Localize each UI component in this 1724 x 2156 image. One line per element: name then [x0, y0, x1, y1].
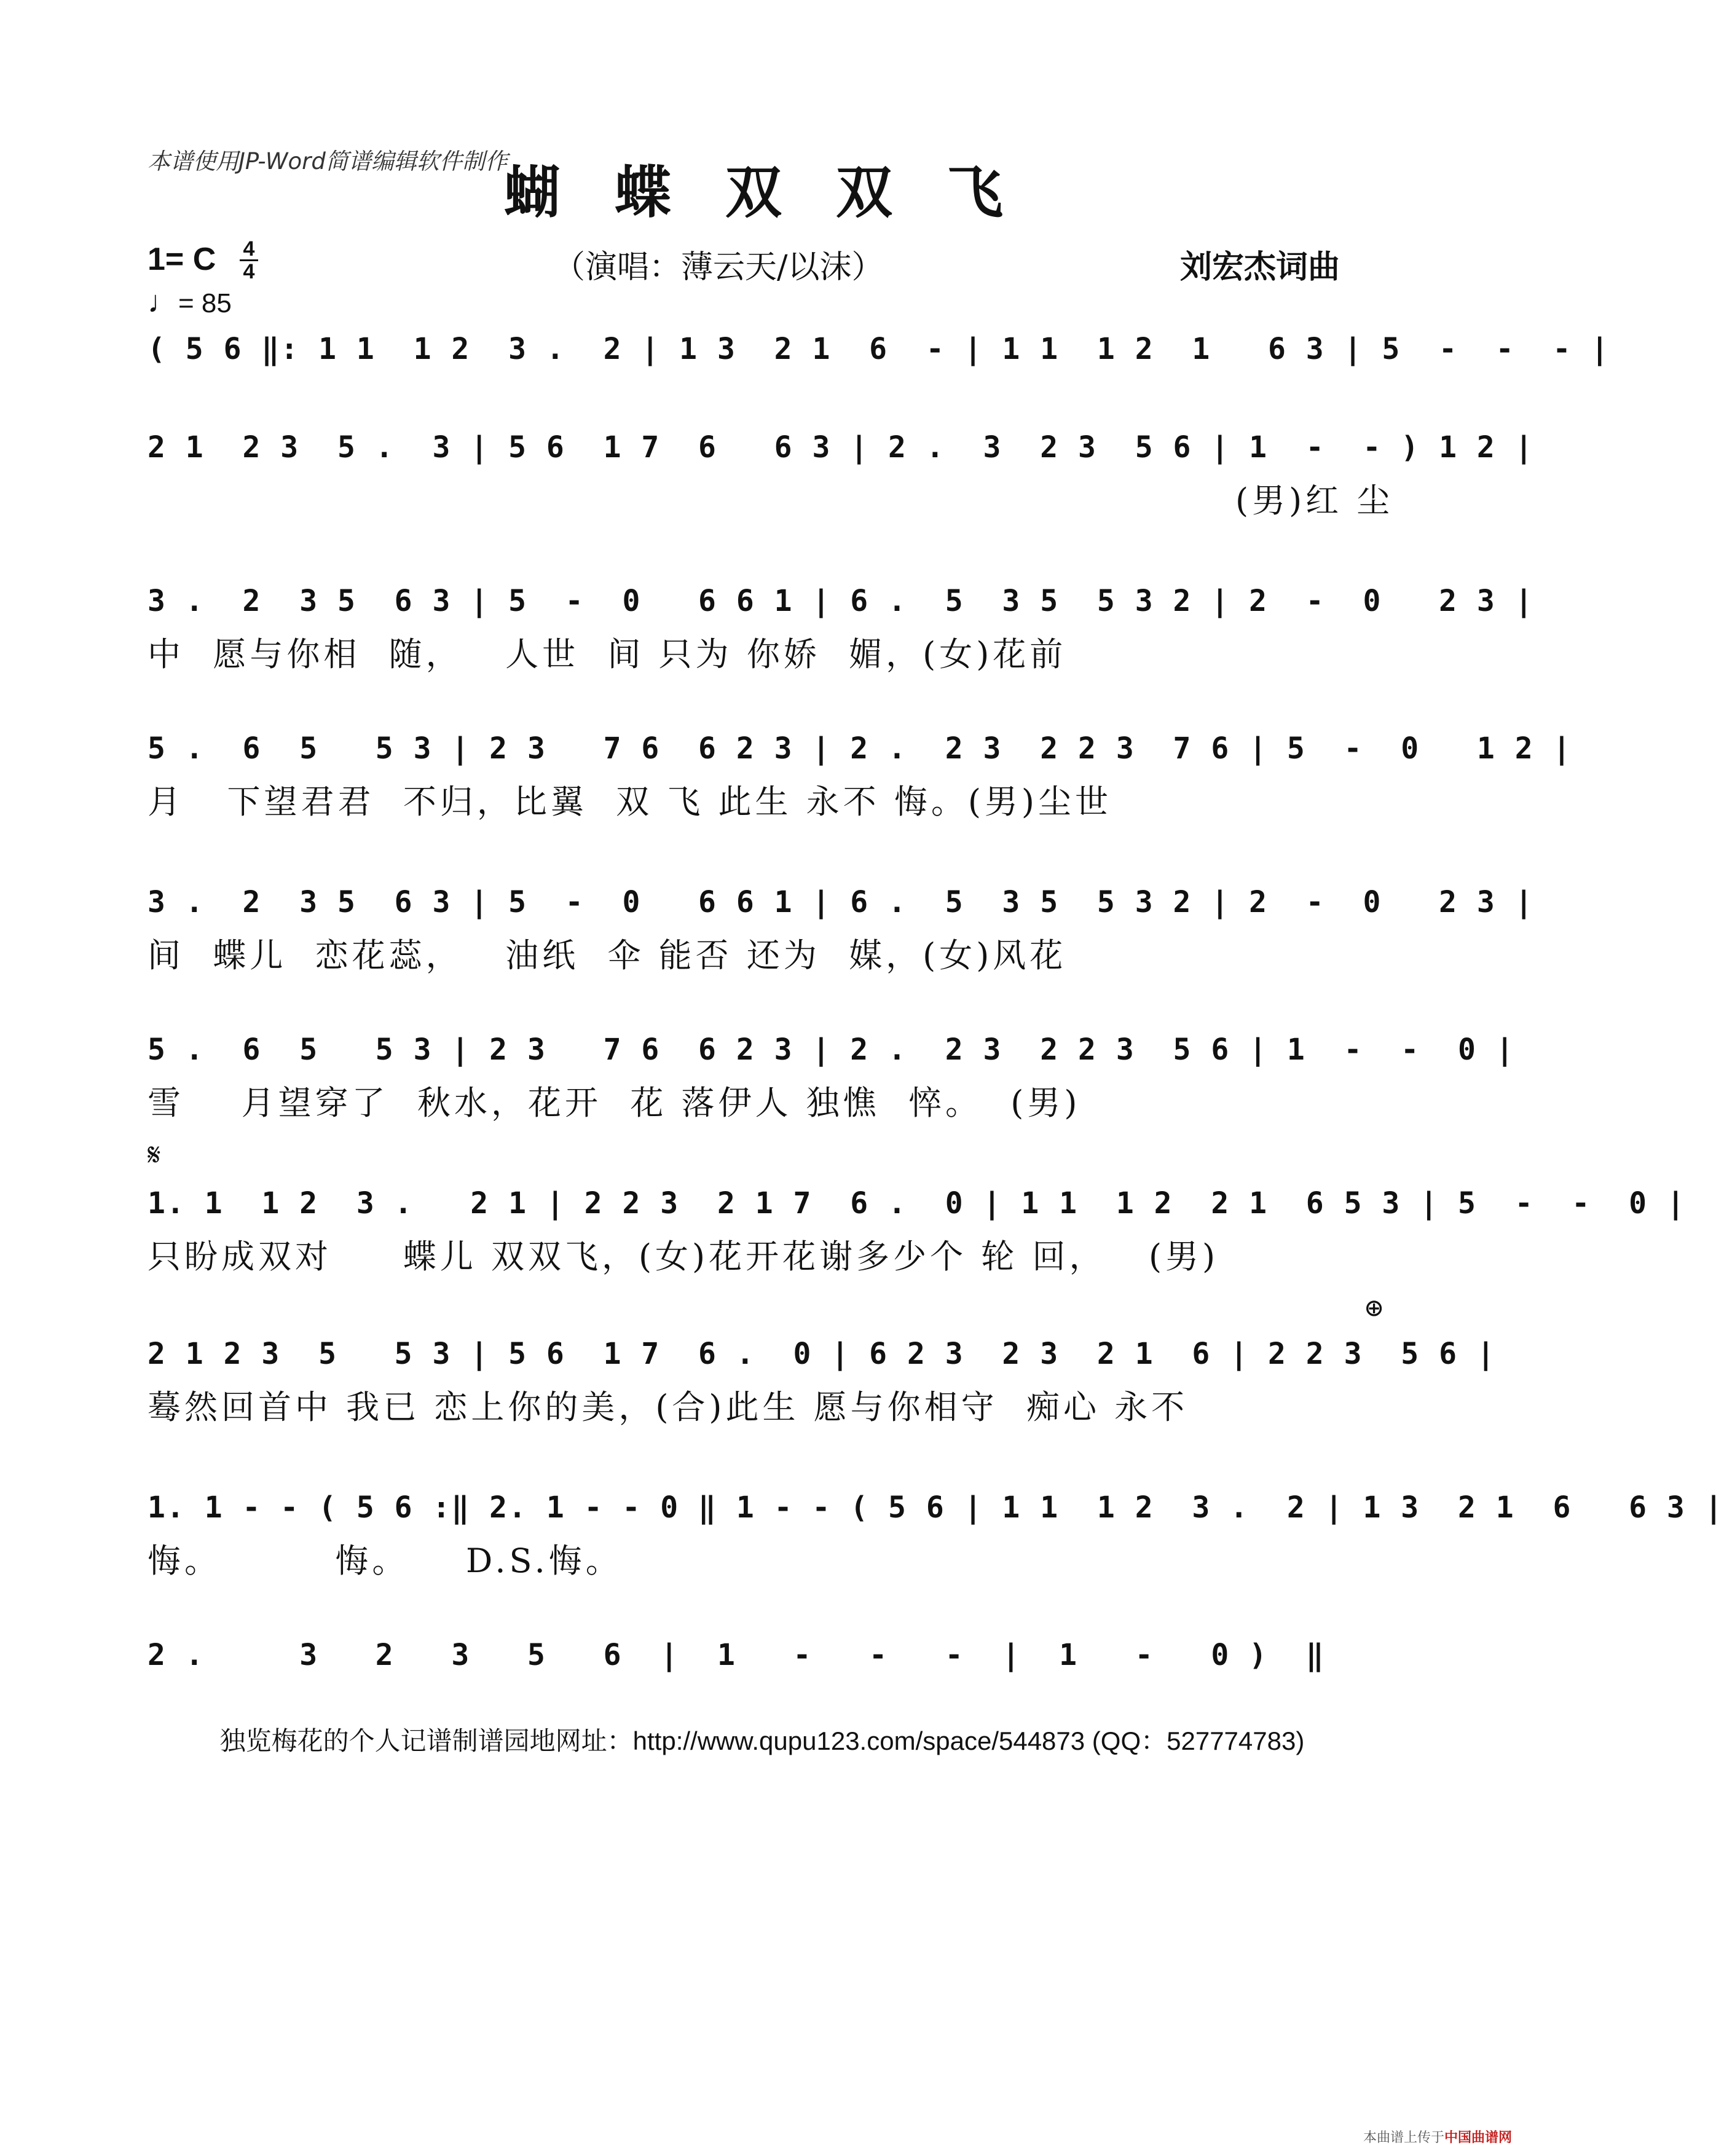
- music-line-4: 5 . 6 5 5 3 | 2 3 7 6 6 2 3 | 2 . 2 3 2 2 3 7 6 | 5 - 0 1 2 |: [148, 731, 1572, 766]
- song-title: 蝴 蝶 双 双 飞: [503, 159, 1021, 226]
- music-line-9: 1. 1 - - ( 5 6 :‖ 2. 1 - - 0 ‖ 1 - - ( 5 6 | 1 1 1 2 3 . 2 | 1 3 2 1 6 6 3 |: [148, 1490, 1724, 1525]
- footer-url: 独览梅花的个人记谱制谱园地网址：http://www.qupu123.com/space/544873 (QQ：527774783): [219, 1726, 1305, 1755]
- tempo-mark: [148, 284, 232, 320]
- time-top: 4: [243, 237, 255, 261]
- music-line-8: 2 1 2 3 5 5 3 | 5 6 1 7 6 . 0 | 6 2 3 2 3 2 1 6 | 2 2 3 5 6 |: [148, 1337, 1496, 1371]
- time-bottom: 4: [243, 260, 255, 283]
- music-line-3: 3 . 2 3 5 6 3 | 5 - 0 6 6 1 | 6 . 5 3 5 5 3 2 | 2 - 0 2 3 |: [148, 584, 1534, 618]
- lyric-line-3: 中 愿与你相 随， 人世 间 只为 你娇 媚，(女)花前: [148, 635, 1067, 674]
- lyric-line-7: 只盼成双对 蝶儿 双双飞，(女)花开花谢多少个 轮 回， (男): [148, 1237, 1219, 1276]
- lyric-line-4: 月 下望君君 不归，比翼 双 飞 此生 永不 悔。(男)尘世: [148, 782, 1112, 821]
- music-line-7: 1. 1 1 2 3 . 2 1 | 2 2 3 2 1 7 6 . 0 | 1 1 1 2 2 1 6 5 3 | 5 - - 0 |: [148, 1186, 1686, 1221]
- lyric-line-6: 雪 月望穿了 秋水，花开 花 落伊人 独憔 悴。 (男): [148, 1084, 1081, 1122]
- music-line-1: ( 5 6 ‖: 1 1 1 2 3 . 2 | 1 3 2 1 6 - | 1 1 1 2 1 6 3 | 5 - - - |: [148, 332, 1610, 366]
- time-signature: [238, 238, 259, 282]
- composer: 刘宏杰词曲: [1180, 248, 1340, 286]
- site-brand: [1363, 2127, 1512, 2146]
- singers: （演唱：薄云天/以沫）: [553, 249, 884, 286]
- music-line-5: 3 . 2 3 5 6 3 | 5 - 0 6 6 1 | 6 . 5 3 5 5 3 2 | 2 - 0 2 3 |: [148, 885, 1534, 919]
- segno-icon: 𝄋: [148, 1137, 161, 1173]
- lyric-line-2: (男)红 尘: [1235, 481, 1394, 520]
- lyric-line-5: 间 蝶儿 恋花蕊， 油纸 伞 能否 还为 媒，(女)风花: [148, 936, 1067, 975]
- key-signature: 1= C: [148, 242, 216, 277]
- lyric-line-9: 悔。 悔。 D.S.悔。: [148, 1541, 623, 1580]
- brand-prefix: 本曲谱上传于: [1363, 2130, 1444, 2146]
- music-line-6: 5 . 6 5 5 3 | 2 3 7 6 6 2 3 | 2 . 2 3 2 2 3 5 6 | 1 - - 0 |: [148, 1033, 1515, 1067]
- quarter-note-icon: ♩: [148, 285, 178, 319]
- music-line-2: 2 1 2 3 5 . 3 | 5 6 1 7 6 6 3 | 2 . 3 2 3 5 6 | 1 - - ) 1 2 |: [148, 430, 1534, 465]
- software-credit: 本谱使用JP-Word简谱编辑软件制作: [148, 148, 508, 175]
- brand-logo: 中国曲谱网: [1444, 2130, 1512, 2146]
- tempo-value: = 85: [178, 288, 232, 318]
- music-line-10: 2 . 3 2 3 5 6 | 1 - - - | 1 - 0 ) ‖: [148, 1638, 1325, 1672]
- lyric-line-8: 蓦然回首中 我已 恋上你的美，(合)此生 愿与你相守 痴心 永不: [148, 1388, 1189, 1426]
- coda-icon: ⊕: [1365, 1291, 1383, 1325]
